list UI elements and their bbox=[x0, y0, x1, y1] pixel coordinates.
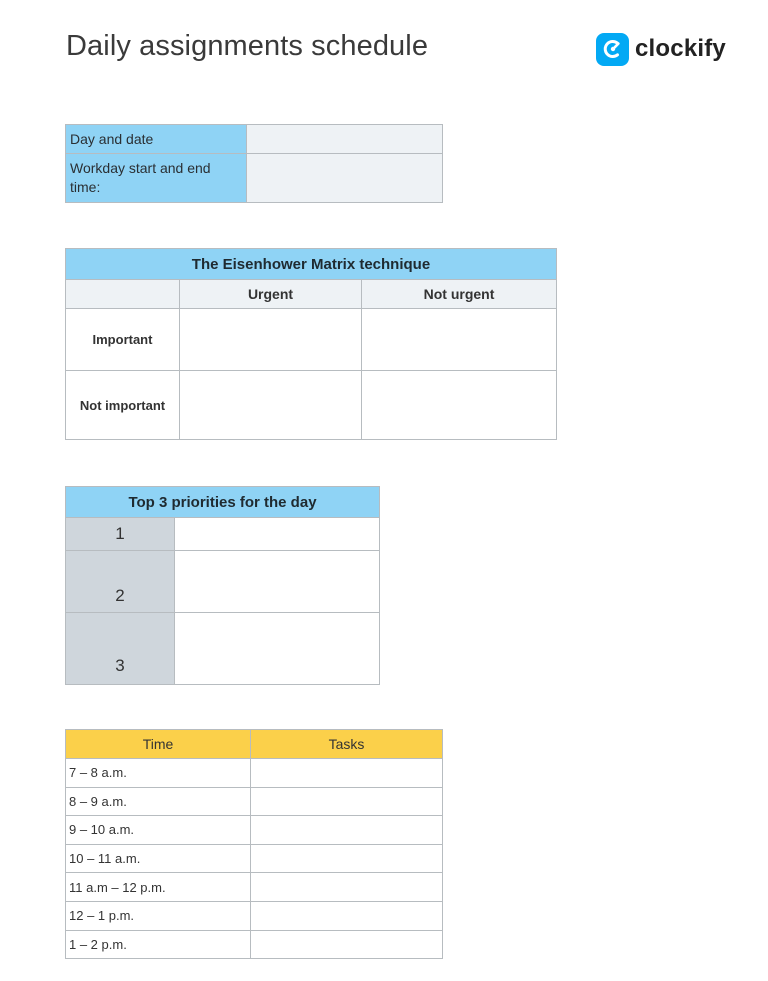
time-slot: 11 a.m – 12 p.m. bbox=[66, 873, 251, 902]
schedule-table bbox=[65, 729, 443, 959]
table-row bbox=[66, 787, 443, 816]
table-row bbox=[66, 518, 380, 551]
table-row bbox=[66, 154, 443, 203]
table-row bbox=[66, 551, 380, 613]
clockify-logo bbox=[596, 31, 726, 67]
table-row bbox=[66, 371, 557, 440]
priority-field[interactable] bbox=[175, 613, 380, 685]
row-important: Important bbox=[66, 309, 180, 371]
important-not-urgent-cell[interactable] bbox=[362, 309, 557, 371]
clockify-c-icon bbox=[596, 33, 629, 66]
matrix-corner-cell bbox=[66, 280, 180, 309]
col-not-urgent: Not urgent bbox=[362, 280, 557, 309]
not-important-urgent-cell[interactable] bbox=[180, 371, 362, 440]
not-important-not-urgent-cell[interactable] bbox=[362, 371, 557, 440]
table-row bbox=[66, 613, 380, 685]
task-field[interactable] bbox=[251, 930, 443, 959]
table-row bbox=[66, 901, 443, 930]
time-slot: 9 – 10 a.m. bbox=[66, 816, 251, 845]
task-field[interactable] bbox=[251, 873, 443, 902]
time-slot: 1 – 2 p.m. bbox=[66, 930, 251, 959]
day-info-table bbox=[65, 124, 443, 203]
eisenhower-title: The Eisenhower Matrix technique bbox=[66, 249, 557, 280]
priority-number: 2 bbox=[66, 551, 175, 613]
page-title: Daily assignments schedule bbox=[66, 30, 429, 62]
day-and-date-label: Day and date bbox=[66, 125, 247, 154]
task-field[interactable] bbox=[251, 901, 443, 930]
day-and-date-field[interactable] bbox=[247, 125, 443, 154]
priority-field[interactable] bbox=[175, 551, 380, 613]
time-slot: 12 – 1 p.m. bbox=[66, 901, 251, 930]
priority-field[interactable] bbox=[175, 518, 380, 551]
eisenhower-matrix-table bbox=[65, 248, 557, 440]
table-row bbox=[66, 125, 443, 154]
task-field[interactable] bbox=[251, 759, 443, 788]
time-slot: 8 – 9 a.m. bbox=[66, 787, 251, 816]
workday-label: Workday start and end time: bbox=[66, 154, 247, 203]
priorities-title: Top 3 priorities for the day bbox=[66, 487, 380, 518]
table-row bbox=[66, 844, 443, 873]
workday-field[interactable] bbox=[247, 154, 443, 203]
time-slot: 10 – 11 a.m. bbox=[66, 844, 251, 873]
table-row bbox=[66, 873, 443, 902]
col-tasks: Tasks bbox=[251, 730, 443, 759]
task-field[interactable] bbox=[251, 787, 443, 816]
task-field[interactable] bbox=[251, 816, 443, 845]
col-time: Time bbox=[66, 730, 251, 759]
important-urgent-cell[interactable] bbox=[180, 309, 362, 371]
priority-number: 1 bbox=[66, 518, 175, 551]
col-urgent: Urgent bbox=[180, 280, 362, 309]
task-field[interactable] bbox=[251, 844, 443, 873]
table-row bbox=[66, 309, 557, 371]
row-not-important: Not important bbox=[66, 371, 180, 440]
table-header-row bbox=[66, 730, 443, 759]
table-header-row bbox=[66, 280, 557, 309]
table-row bbox=[66, 930, 443, 959]
table-row bbox=[66, 816, 443, 845]
logo-wordmark: clockify bbox=[635, 35, 726, 62]
time-slot: 7 – 8 a.m. bbox=[66, 759, 251, 788]
priorities-table bbox=[65, 486, 380, 685]
table-row bbox=[66, 759, 443, 788]
priority-number: 3 bbox=[66, 613, 175, 685]
